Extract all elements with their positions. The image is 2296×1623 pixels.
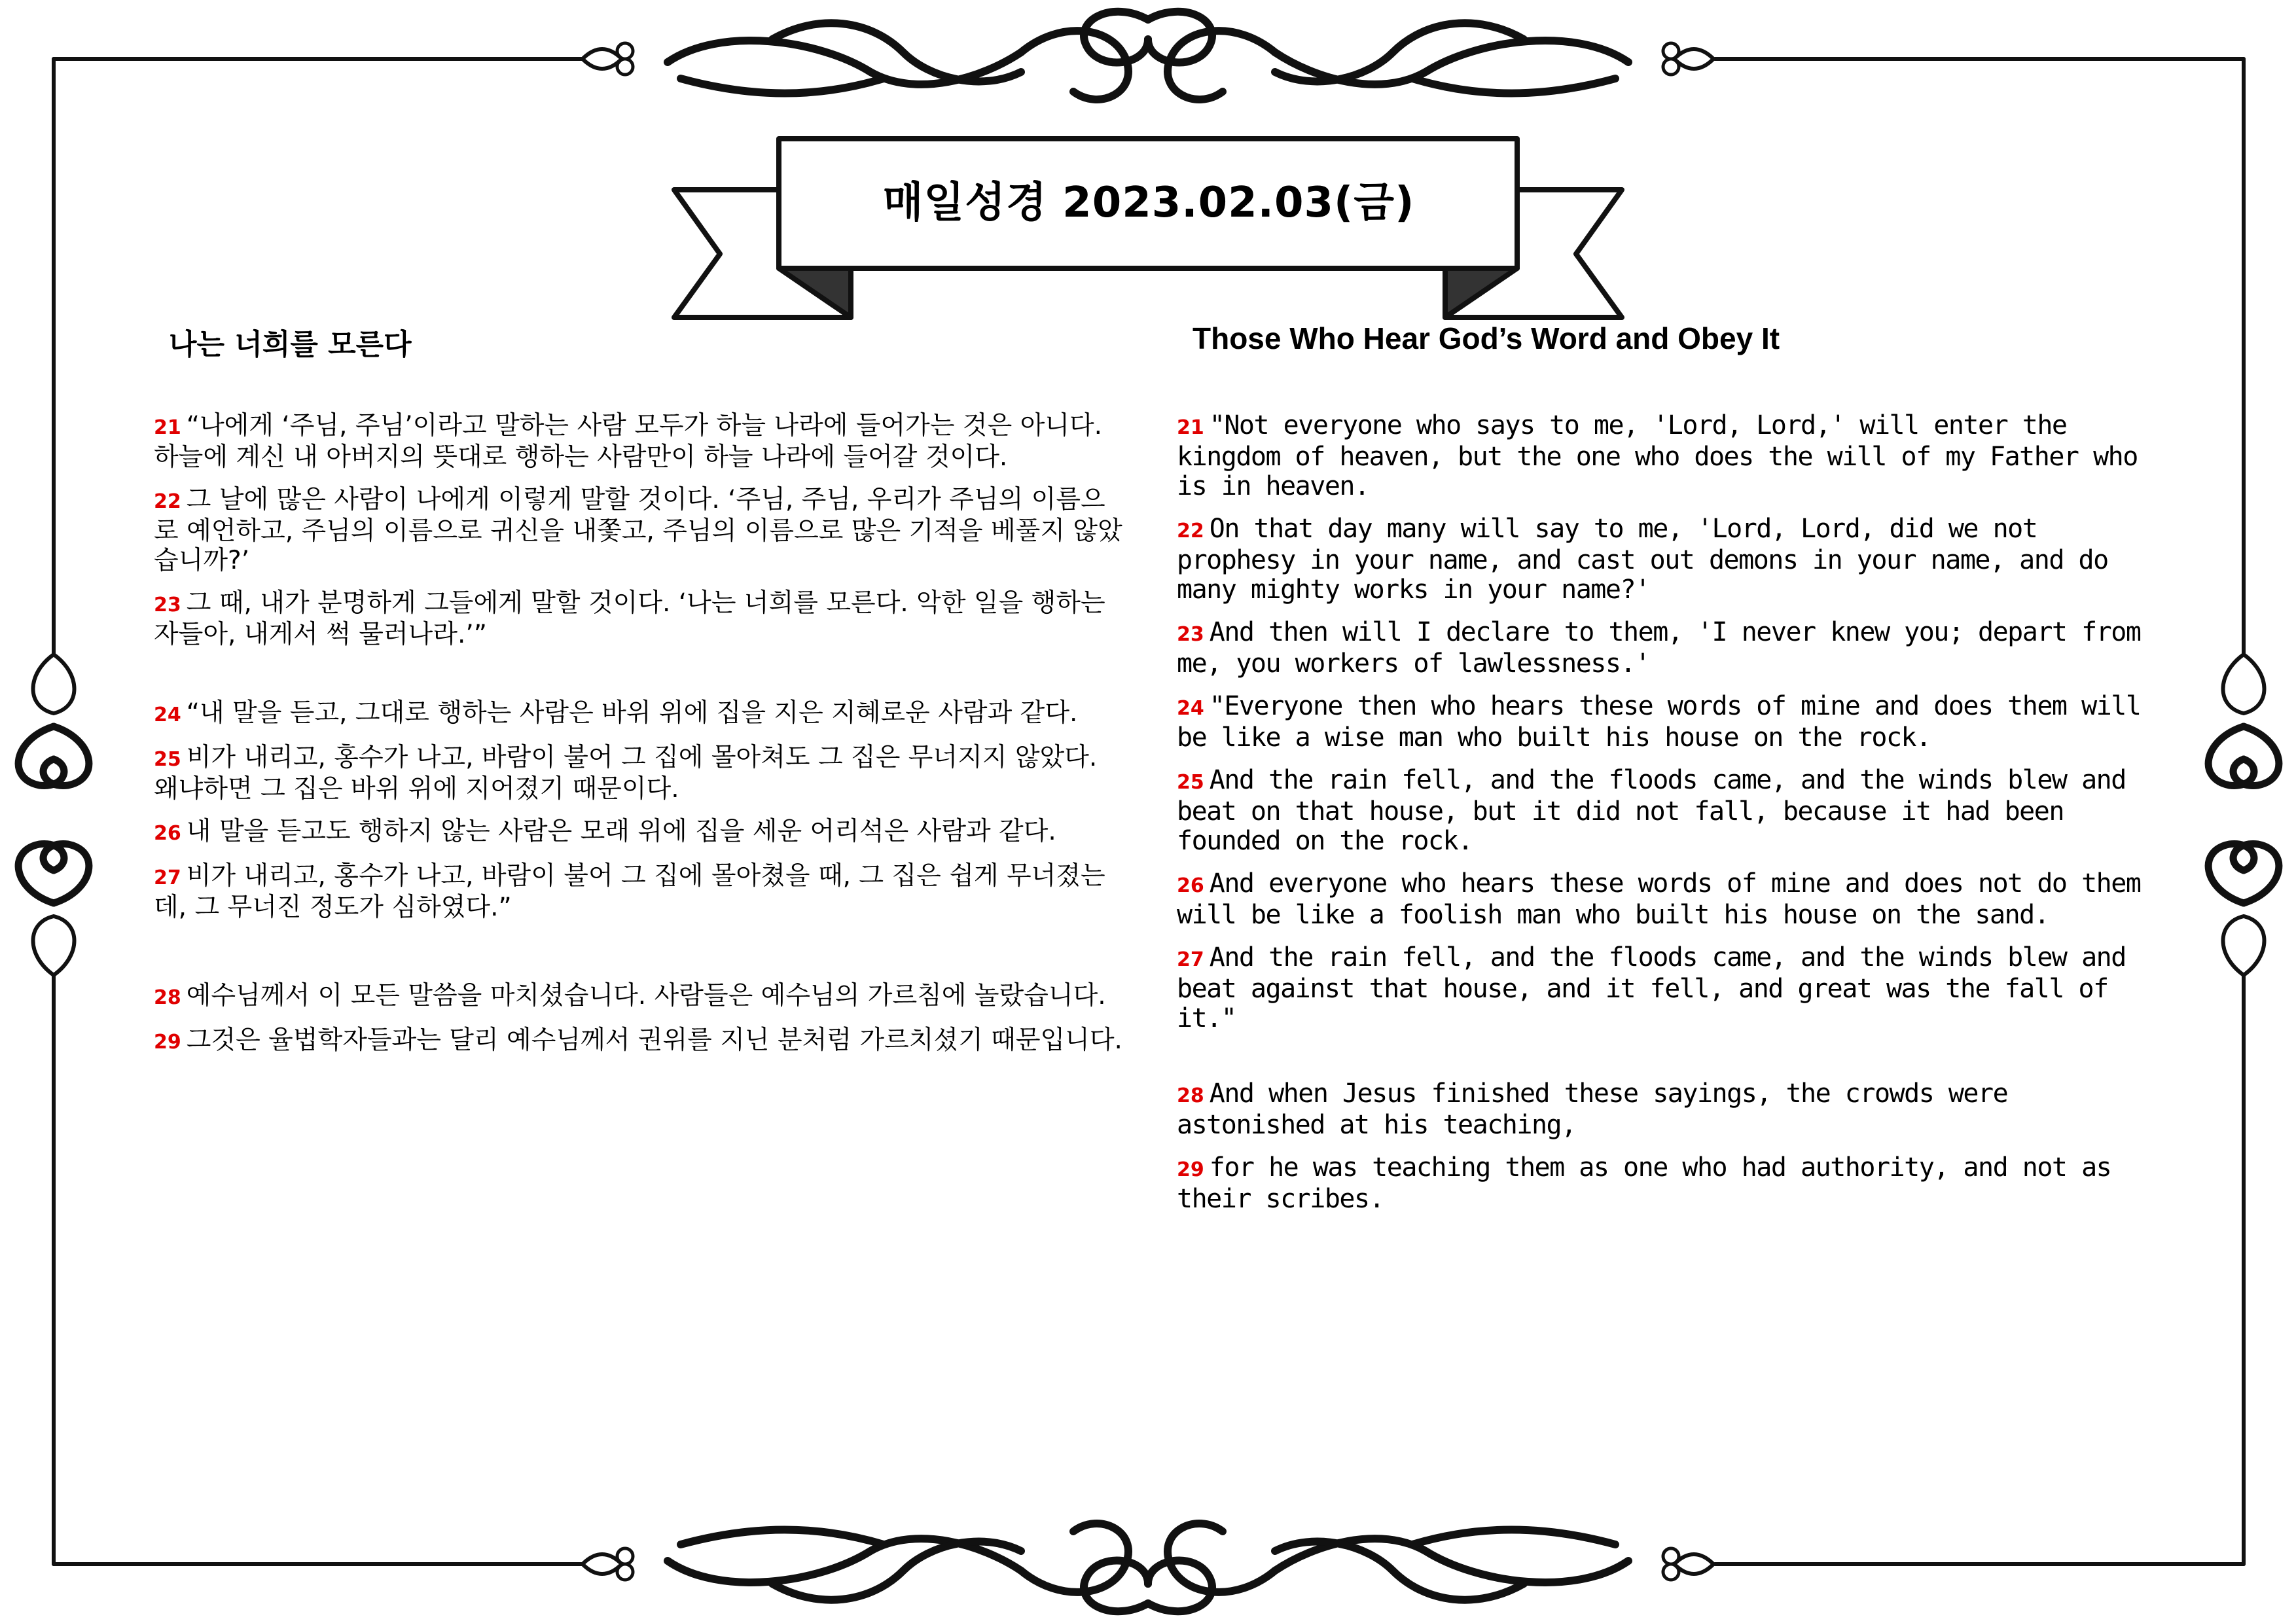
verse-text: And the rain fell, and the floods came, and the winds blew and beat against that house, and it fell, and great was the fall of it."	[1177, 942, 2126, 1033]
verse-en-27	[1177, 943, 2159, 1033]
verse-number: 25	[1177, 771, 1204, 794]
verse-number: 26	[154, 822, 181, 845]
verse-number: 21	[1177, 416, 1204, 439]
verse-en-23	[1177, 618, 2159, 679]
english-text-column	[1177, 411, 2159, 1227]
verse-number: 22	[154, 490, 181, 513]
english-section-title: Those Who Hear God’s Word and Obey It	[1193, 321, 1780, 355]
verse-number: 27	[154, 866, 181, 889]
verse-number: 21	[154, 416, 181, 439]
verse-number: 29	[154, 1031, 181, 1054]
verse-number: 22	[1177, 520, 1204, 543]
verse-en-28	[1177, 1079, 2159, 1140]
verse-number: 23	[1177, 623, 1204, 646]
verse-number: 29	[1177, 1158, 1204, 1181]
korean-section-title: 나는 너희를 모른다	[169, 328, 412, 361]
verse-text: 비가 내리고, 홍수가 나고, 바람이 불어 그 집에 몰아쳐도 그 집은 무너지지 않았다. 왜냐하면 그 집은 바위 위에 지어졌기 때문이다.	[154, 743, 1098, 804]
verse-ko-21	[154, 411, 1122, 472]
verse-text: "Not everyone who says to me, 'Lord, Lord,' will enter the kingdom of heaven, but the one who does the will of my Father who is in heaven.	[1177, 410, 2138, 501]
verse-text: for he was teaching them as one who had authority, and not as their scribes.	[1177, 1152, 2111, 1214]
verse-text: 내 말을 듣고도 행하지 않는 사람은 모래 위에 집을 세운 어리석은 사람과 같다.	[186, 817, 1056, 846]
verse-text: On that day many will say to me, 'Lord, Lord, did we not prophesy in your name, and cast out demons in your name, and do many mighty works in your name?'	[1177, 514, 2108, 605]
bottom-flourish-ornament	[583, 1524, 1713, 1611]
verse-ko-24	[154, 698, 1122, 730]
verse-text: 그것은 율법학자들과는 달리 예수님께서 권위를 지닌 분처럼 가르치셨기 때문입니다.	[186, 1026, 1122, 1055]
verse-en-25	[1177, 766, 2159, 856]
verse-ko-25	[154, 743, 1122, 804]
verse-number: 26	[1177, 874, 1204, 897]
verse-text: “나에게 ‘주님, 주님’이라고 말하는 사람 모두가 하늘 나라에 들어가는 것은 아니다. 하늘에 계신 내 아버지의 뜻대로 행하는 사람만이 하늘 나라에 들어갈 것이다.	[154, 411, 1103, 472]
verse-en-24	[1177, 692, 2159, 753]
verse-ko-28	[154, 981, 1122, 1012]
verse-en-29	[1177, 1153, 2159, 1214]
verse-ko-26	[154, 817, 1122, 848]
verse-number: 24	[154, 704, 181, 726]
verse-text: And when Jesus finished these sayings, the crowds were astonished at his teaching,	[1177, 1079, 2008, 1140]
verse-number: 28	[1177, 1084, 1204, 1107]
left-side-ornament	[18, 654, 89, 975]
verse-text: 예수님께서 이 모든 말씀을 마치셨습니다. 사람들은 예수님의 가르침에 놀랐습니다.	[186, 981, 1106, 1010]
verse-en-22	[1177, 514, 2159, 605]
korean-text-column	[154, 411, 1122, 1070]
right-side-ornament	[2208, 654, 2279, 975]
verse-text: And then will I declare to them, 'I never knew you; depart from me, you workers of lawlessness.'	[1177, 617, 2141, 679]
verse-en-26	[1177, 869, 2159, 930]
verse-ko-29	[154, 1026, 1122, 1057]
verse-text: 비가 내리고, 홍수가 나고, 바람이 불어 그 집에 몰아쳤을 때, 그 집은 쉽게 무너졌는데, 그 무너진 정도가 심하였다.”	[154, 861, 1105, 922]
verse-ko-27	[154, 861, 1122, 922]
page-title: 매일성경 2023.02.03(금)	[882, 179, 1415, 227]
verse-number: 23	[154, 594, 181, 616]
verse-text: And everyone who hears these words of mine and does not do them will be like a foolish man who built his house on the sand.	[1177, 868, 2141, 930]
verse-number: 28	[154, 986, 181, 1009]
verse-text: 그 때, 내가 분명하게 그들에게 말할 것이다. ‘나는 너희를 모른다. 악한 일을 행하는 자들아, 내게서 썩 물러나라.’”	[154, 588, 1105, 649]
verse-text: And the rain fell, and the floods came, and the winds blew and beat on that house, but it did not fall, because it had been founded on the rock.	[1177, 765, 2126, 856]
top-flourish-ornament	[583, 12, 1713, 99]
verse-en-21	[1177, 411, 2159, 501]
verse-number: 27	[1177, 948, 1204, 971]
verse-text: “내 말을 듣고, 그대로 행하는 사람은 바위 위에 집을 지은 지혜로운 사람과 같다.	[186, 698, 1078, 728]
verse-ko-22	[154, 485, 1122, 575]
verse-text: 그 날에 많은 사람이 나에게 이렇게 말할 것이다. ‘주님, 주님, 우리가 주님의 이름으로 예언하고, 주님의 이름으로 귀신을 내쫓고, 주님의 이름으로 많은 기적을 베풀지 않았습니까?’	[154, 485, 1122, 575]
verse-ko-23	[154, 588, 1122, 649]
verse-number: 24	[1177, 697, 1204, 720]
verse-number: 25	[154, 748, 181, 771]
verse-text: "Everyone then who hears these words of mine and does them will be like a wise man who built his house on the rock.	[1177, 691, 2141, 753]
